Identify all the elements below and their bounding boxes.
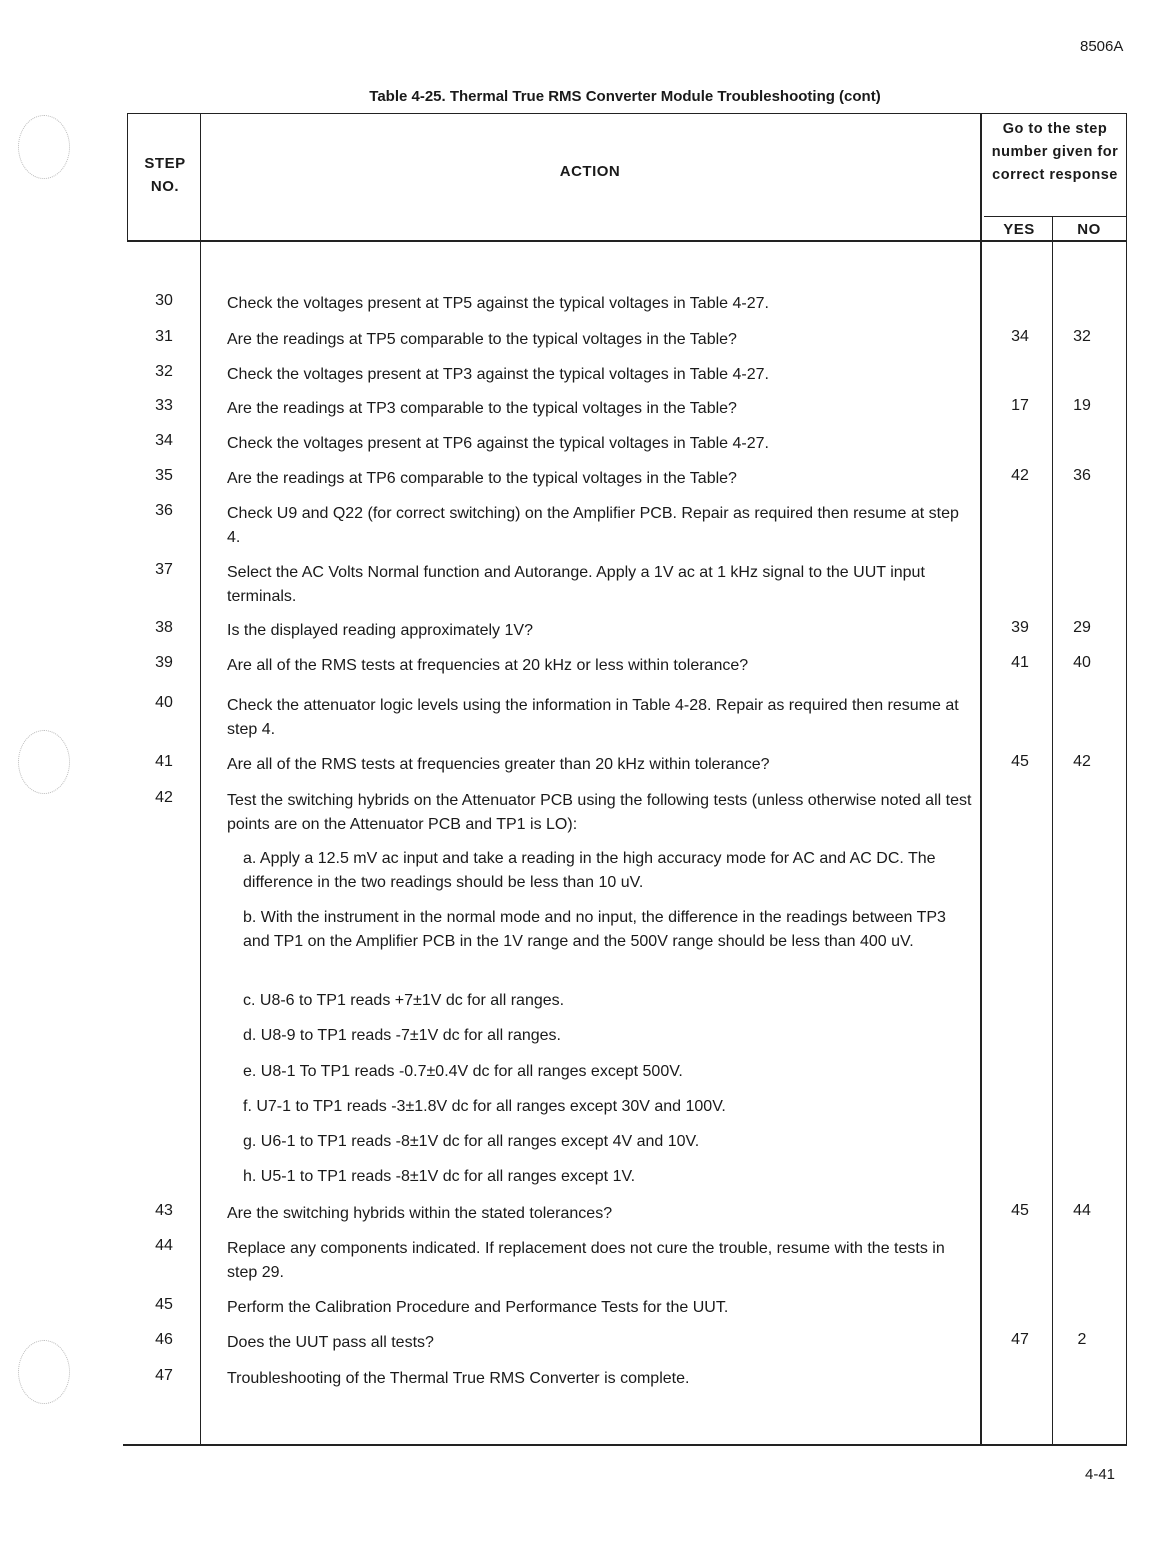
- sub-step-text: d. U8-9 to TP1 reads -7±1V dc for all ranges.: [243, 1027, 561, 1044]
- no-goto: 32: [1073, 328, 1091, 345]
- step-number: 34: [155, 432, 173, 449]
- header-action: ACTION: [559, 163, 621, 180]
- sub-step-text: h. U5-1 to TP1 reads -8±1V dc for all ranges except 1V.: [243, 1168, 636, 1185]
- step-number: 41: [155, 753, 173, 770]
- no-goto: 40: [1073, 654, 1091, 671]
- yes-goto: 45: [1011, 1202, 1029, 1219]
- sub-step-text: b. With the instrument in the normal mode and no input, the difference in the readings between TP3 and TP1 on the Amplifier PCB in the 1V range and the 500V range should be less than 400 uV.: [243, 909, 946, 950]
- sub-step-text: f. U7-1 to TP1 reads -3±1.8V dc for all ranges except 30V and 100V.: [243, 1098, 726, 1115]
- action-text: Are the readings at TP5 comparable to the typical voltages in the Table?: [227, 331, 737, 348]
- action-text: Perform the Calibration Procedure and Performance Tests for the UUT.: [227, 1299, 729, 1316]
- action-text: Check the voltages present at TP5 against the typical voltages in Table 4-27.: [227, 295, 769, 312]
- header-divider: [127, 240, 1127, 242]
- table-border-left: [127, 113, 128, 241]
- header-yes: YES: [1003, 221, 1035, 238]
- step-number: 47: [155, 1367, 173, 1384]
- table-border-right: [1126, 113, 1127, 1445]
- step-number: 46: [155, 1331, 173, 1348]
- step-number: 35: [155, 467, 173, 484]
- action-text: Test the switching hybrids on the Attenuator PCB using the following tests (unless otherwise noted all test points are on the Attenuator PCB and TP1 is LO):: [227, 792, 972, 833]
- table-title: Table 4-25. Thermal True RMS Converter Module Troubleshooting (cont): [369, 88, 881, 105]
- yes-no-divider: [984, 216, 1127, 217]
- table-border-bottom: [123, 1444, 1127, 1446]
- step-number: 37: [155, 561, 173, 578]
- step-number: 32: [155, 363, 173, 380]
- action-text: Check the voltages present at TP6 against the typical voltages in Table 4-27.: [227, 435, 769, 452]
- step-number: 45: [155, 1296, 173, 1313]
- action-text: Are all of the RMS tests at frequencies at 20 kHz or less within tolerance?: [227, 657, 749, 674]
- step-column-divider: [200, 113, 201, 1445]
- sub-step-text: g. U6-1 to TP1 reads -8±1V dc for all ranges except 4V and 10V.: [243, 1133, 700, 1150]
- action-text: Check U9 and Q22 (for correct switching) on the Amplifier PCB. Repair as required then resume at step 4.: [227, 505, 959, 546]
- action-text: Is the displayed reading approximately 1V?: [227, 622, 533, 639]
- step-number: 42: [155, 789, 173, 806]
- yes-goto: 39: [1011, 619, 1029, 636]
- action-text: Check the voltages present at TP3 against the typical voltages in Table 4-27.: [227, 366, 769, 383]
- header-goto: Go to the step number given for correct response: [991, 121, 1119, 183]
- step-number: 44: [155, 1237, 173, 1254]
- yes-goto: 42: [1011, 467, 1029, 484]
- yes-goto: 47: [1011, 1331, 1029, 1348]
- action-text: Are all of the RMS tests at frequencies greater than 20 kHz within tolerance?: [227, 756, 770, 773]
- action-text: Does the UUT pass all tests?: [227, 1334, 434, 1351]
- step-number: 31: [155, 328, 173, 345]
- step-number: 38: [155, 619, 173, 636]
- no-goto: 19: [1073, 397, 1091, 414]
- yes-goto: 17: [1011, 397, 1029, 414]
- yes-goto: 34: [1011, 328, 1029, 345]
- action-column-divider: [980, 113, 982, 1445]
- sub-step-text: a. Apply a 12.5 mV ac input and take a reading in the high accuracy mode for AC and AC DC. The difference in the two readings should be less than 10 uV.: [243, 850, 936, 891]
- binder-hole: [18, 730, 70, 794]
- yes-goto: 45: [1011, 753, 1029, 770]
- action-text: Troubleshooting of the Thermal True RMS Converter is complete.: [227, 1370, 690, 1387]
- header-no: NO: [1077, 221, 1101, 238]
- binder-hole: [18, 115, 70, 179]
- no-goto: 42: [1073, 753, 1091, 770]
- step-number: 36: [155, 502, 173, 519]
- binder-hole: [18, 1340, 70, 1404]
- action-text: Are the readings at TP6 comparable to the typical voltages in the Table?: [227, 470, 737, 487]
- table-border-top: [127, 113, 1127, 114]
- no-goto: 2: [1077, 1331, 1087, 1348]
- header-step-no: STEP NO.: [144, 155, 186, 195]
- no-goto: 29: [1073, 619, 1091, 636]
- document-number: 8506A: [1080, 38, 1124, 55]
- step-number: 40: [155, 694, 173, 711]
- no-goto: 44: [1073, 1202, 1091, 1219]
- action-text: Replace any components indicated. If replacement does not cure the trouble, resume with the tests in step 29.: [227, 1240, 945, 1281]
- sub-step-text: c. U8-6 to TP1 reads +7±1V dc for all ranges.: [243, 992, 565, 1009]
- no-goto: 36: [1073, 467, 1091, 484]
- action-text: Are the switching hybrids within the stated tolerances?: [227, 1205, 613, 1222]
- step-number: 33: [155, 397, 173, 414]
- step-number: 30: [155, 292, 173, 309]
- action-text: Are the readings at TP3 comparable to the typical voltages in the Table?: [227, 400, 737, 417]
- step-number: 43: [155, 1202, 173, 1219]
- action-text: Check the attenuator logic levels using the information in Table 4-28. Repair as required then resume at step 4.: [227, 697, 959, 738]
- sub-step-text: e. U8-1 To TP1 reads -0.7±0.4V dc for all ranges except 500V.: [243, 1063, 683, 1080]
- step-number: 39: [155, 654, 173, 671]
- yes-goto: 41: [1011, 654, 1029, 671]
- action-text: Select the AC Volts Normal function and Autorange. Apply a 1V ac at 1 kHz signal to the UUT input terminals.: [227, 564, 925, 605]
- page-number: 4-41: [1085, 1466, 1116, 1483]
